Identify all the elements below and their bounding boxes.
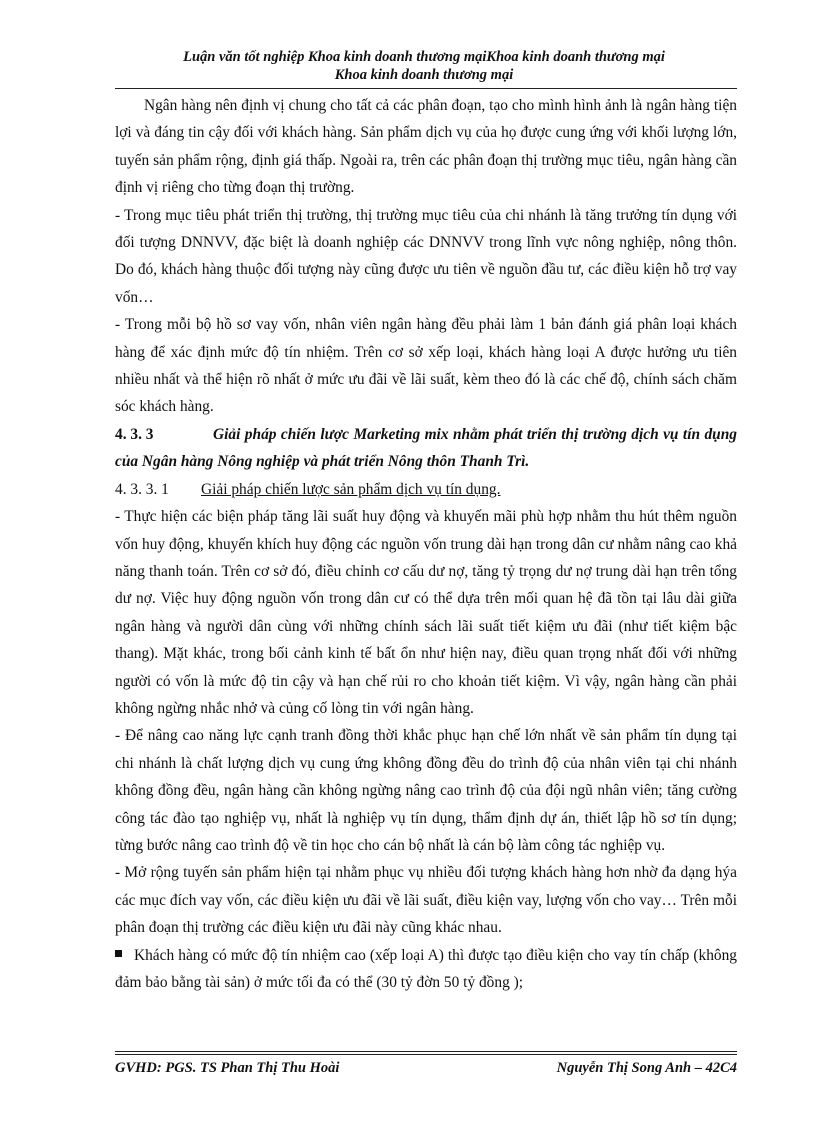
page-body [115, 92, 737, 996]
section-heading [115, 421, 737, 476]
footer-author: Nguyễn Thị Song Anh – 42C4 [556, 1060, 737, 1076]
paragraph-target-market: - Trong mục tiêu phát triển thị trường, thị trường mục tiêu của chi nhánh là tăng trưởng tín dụng với đối tượng DNNVV, đặc biệt là doanh nghiệp các DNNVV trong lĩnh vực nông nghiệp, nông thôn. Do đó, khách hàng thuộc đối tượng này cũng được ưu tiên về nguồn đầu tư, các điều kiện hỗ trợ vay vốn… [115, 206, 737, 306]
section-number: 4. 3. 3 [115, 425, 154, 443]
header-rule [115, 88, 737, 89]
paragraph-product-line: - Mở rộng tuyến sản phẩm hiện tại nhằm phục vụ nhiều đối tượng khách hàng hơn nhờ đa dạng hýa các mục đích vay vốn, các điều kiện ưu đãi về lãi suất, điều kiện vay, lượng vốn cho vay… Trên mỗi phân đoạn thị trường các điều kiện ưu đãi này cũng khác nhau. [115, 864, 737, 937]
paragraph-interest-rates: - Thực hiện các biện pháp tăng lãi suất huy động và khuyến mãi phù hợp nhằm thu hút thêm nguồn vốn huy động, khuyến khích huy động các nguồn vốn trung dài hạn trong dân cư nhằm nâng cao khả năng thanh toán. Trên cơ sở đó, điều chỉnh cơ cấu dư nợ, tăng tỷ trọng dư nợ trung dài hạn trên tổng dư nợ. Việc huy động nguồn vốn trong dân cư có thể dựa trên mối quan hệ đã tồn tại lâu dài giữa ngân hàng và người dân cùng với những chính sách lãi suất tiết kiệm ưu đãi (như tiết kiệm bậc thang). Mặt khác, trong bối cảnh kinh tế bất ổn như hiện nay, điều quan trọng nhất đối với những người có vốn là mức độ tin cậy và hạn chế rủi ro cho khoản tiết kiệm. Vì vậy, ngân hàng cần phải không ngừng nhắc nhở và củng cố lòng tin với ngân hàng. [115, 508, 737, 717]
footer-rule-secondary [115, 1054, 737, 1055]
subsection-number: 4. 3. 3. 1 [115, 480, 169, 498]
subsection-title: Giải pháp chiến lược sản phẩm dịch vụ tín dụng. [201, 480, 501, 498]
section-title: Giải pháp chiến lược Marketing mix nhằm phát triển thị trường dịch vụ tín dụng của Ngân hàng Nông nghiệp và phát triển Nông thôn Thanh Trì. [115, 425, 737, 471]
bullet-text: Khách hàng có mức độ tín nhiệm cao (xếp loại A) thì được tạo điều kiện cho vay tín chấp (không đảm bảo bằng tài sản) ở mức tối đa có thể (30 tỷ đờn 50 tỷ đồng ); [115, 946, 737, 991]
square-bullet-icon [115, 950, 122, 957]
header-line-1: Luận văn tốt nghiệp Khoa kinh doanh thương mạiKhoa kinh doanh thương mại [183, 49, 665, 65]
page-header [115, 48, 733, 84]
header-line-2: Khoa kinh doanh thương mại [334, 67, 514, 83]
footer-advisor: GVHD: PGS. TS Phan Thị Thu Hoài [115, 1060, 340, 1076]
paragraph-competitiveness: - Để nâng cao năng lực cạnh tranh đồng thời khắc phục hạn chế lớn nhất về sản phẩm tín dụng tại chi nhánh là chất lượng dịch vụ cung ứng không đồng đều do trình độ của nhân viên tại chi nhánh không đồng đều, ngân hàng cần không ngừng nâng cao trình độ của đội ngũ nhân viên; tăng cường công tác đào tạo nghiệp vụ, nhất là nghiệp vụ tín dụng, thẩm định dự án, thiết lập hồ sơ tín dụng; từng bước nâng cao trình độ về tin học cho cán bộ nhất là cán bộ làm công tác nghiệp vụ. [115, 727, 737, 854]
paragraph-positioning: Ngân hàng nên định vị chung cho tất cả các phân đoạn, tạo cho mình hình ảnh là ngân hàng tiện lợi và đáng tin cậy đối với khách hàng. Sản phẩm dịch vụ của họ được cung ứng với khối lượng lớn, tuyến sản phẩm rộng, định giá thấp. Ngoài ra, trên các phân đoạn thị trường mục tiêu, ngân hàng cần định vị riêng cho từng đoạn thị trường. [115, 97, 737, 197]
subsection-heading [115, 476, 737, 503]
footer-rule [115, 1051, 737, 1052]
bullet-item [115, 942, 737, 997]
paragraph-credit-rating: - Trong mỗi bộ hồ sơ vay vốn, nhân viên ngân hàng đều phải làm 1 bản đánh giá phân loại khách hàng để xác định mức độ tín nhiệm. Trên cơ sở xếp loại, khách hàng loại A được hưởng ưu tiên nhiều nhất và thể hiện rõ nhất ở mức ưu đãi về lãi suất, kèm theo đó là các chế độ, chính sách chăm sóc khách hàng. [115, 316, 737, 416]
